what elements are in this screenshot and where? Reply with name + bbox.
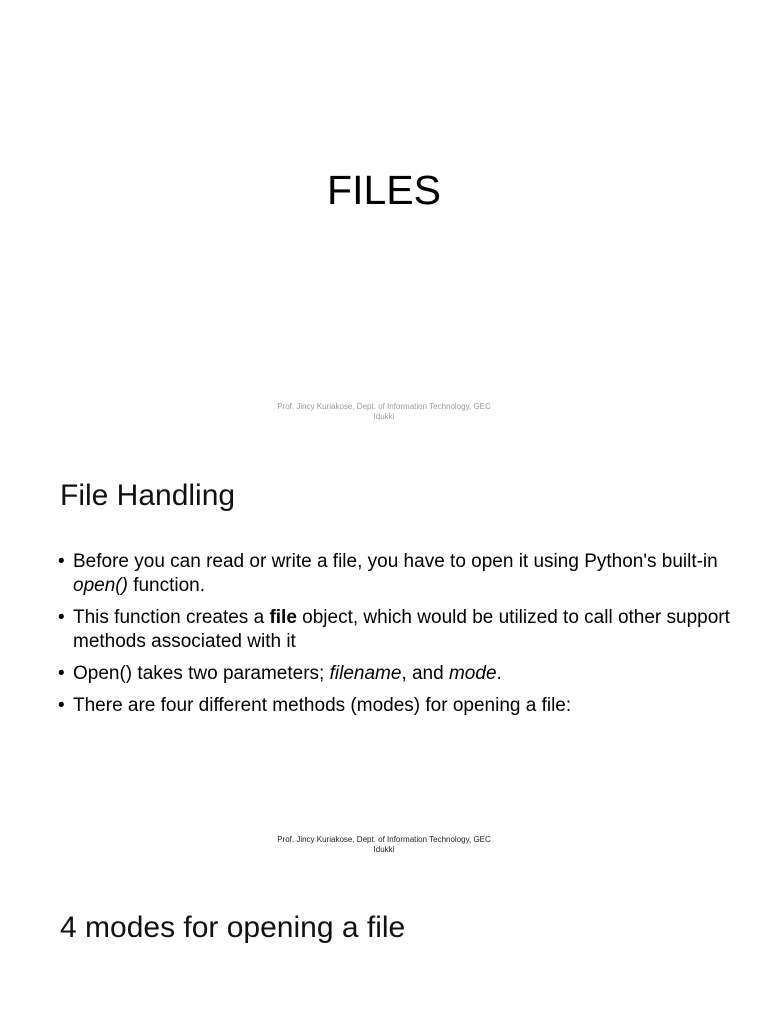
slide-four-modes — [0, 864, 768, 1024]
bullet-dot: • — [58, 551, 65, 572]
bullet-item: • Before you can read or write a file, you have to open it using Python's built-in open() function. — [58, 551, 718, 596]
bullet-item: • There are four different methods (modes) for opening a file: — [58, 695, 572, 716]
footer-line-2: Idukki — [373, 845, 395, 854]
slide-files-title — [0, 0, 768, 432]
bullet-dot: • — [58, 663, 65, 684]
bullet-list — [58, 550, 738, 726]
bullet-dot: • — [58, 607, 65, 628]
bullet-item: • Open() takes two parameters; filename, and mode. — [58, 663, 502, 684]
footer-line-2: Idukki — [373, 412, 395, 421]
bullet-dot: • — [58, 695, 65, 716]
slide-file-handling — [0, 432, 768, 864]
footer-line-1: Prof. Jincy Kuriakose, Dept. of Information Technology, GEC — [277, 835, 491, 844]
slide-heading: File Handling — [60, 479, 236, 512]
bullet-item: • This function creates a file object, which would be utilized to call other support methods associated with it — [58, 607, 730, 652]
slide-footer — [234, 835, 534, 855]
slide-footer — [234, 402, 534, 422]
slide-heading: 4 modes for opening a file — [60, 911, 406, 944]
footer-line-1: Prof. Jincy Kuriakose, Dept. of Information Technology, GEC — [277, 402, 491, 411]
slide-title: FILES — [327, 167, 441, 213]
